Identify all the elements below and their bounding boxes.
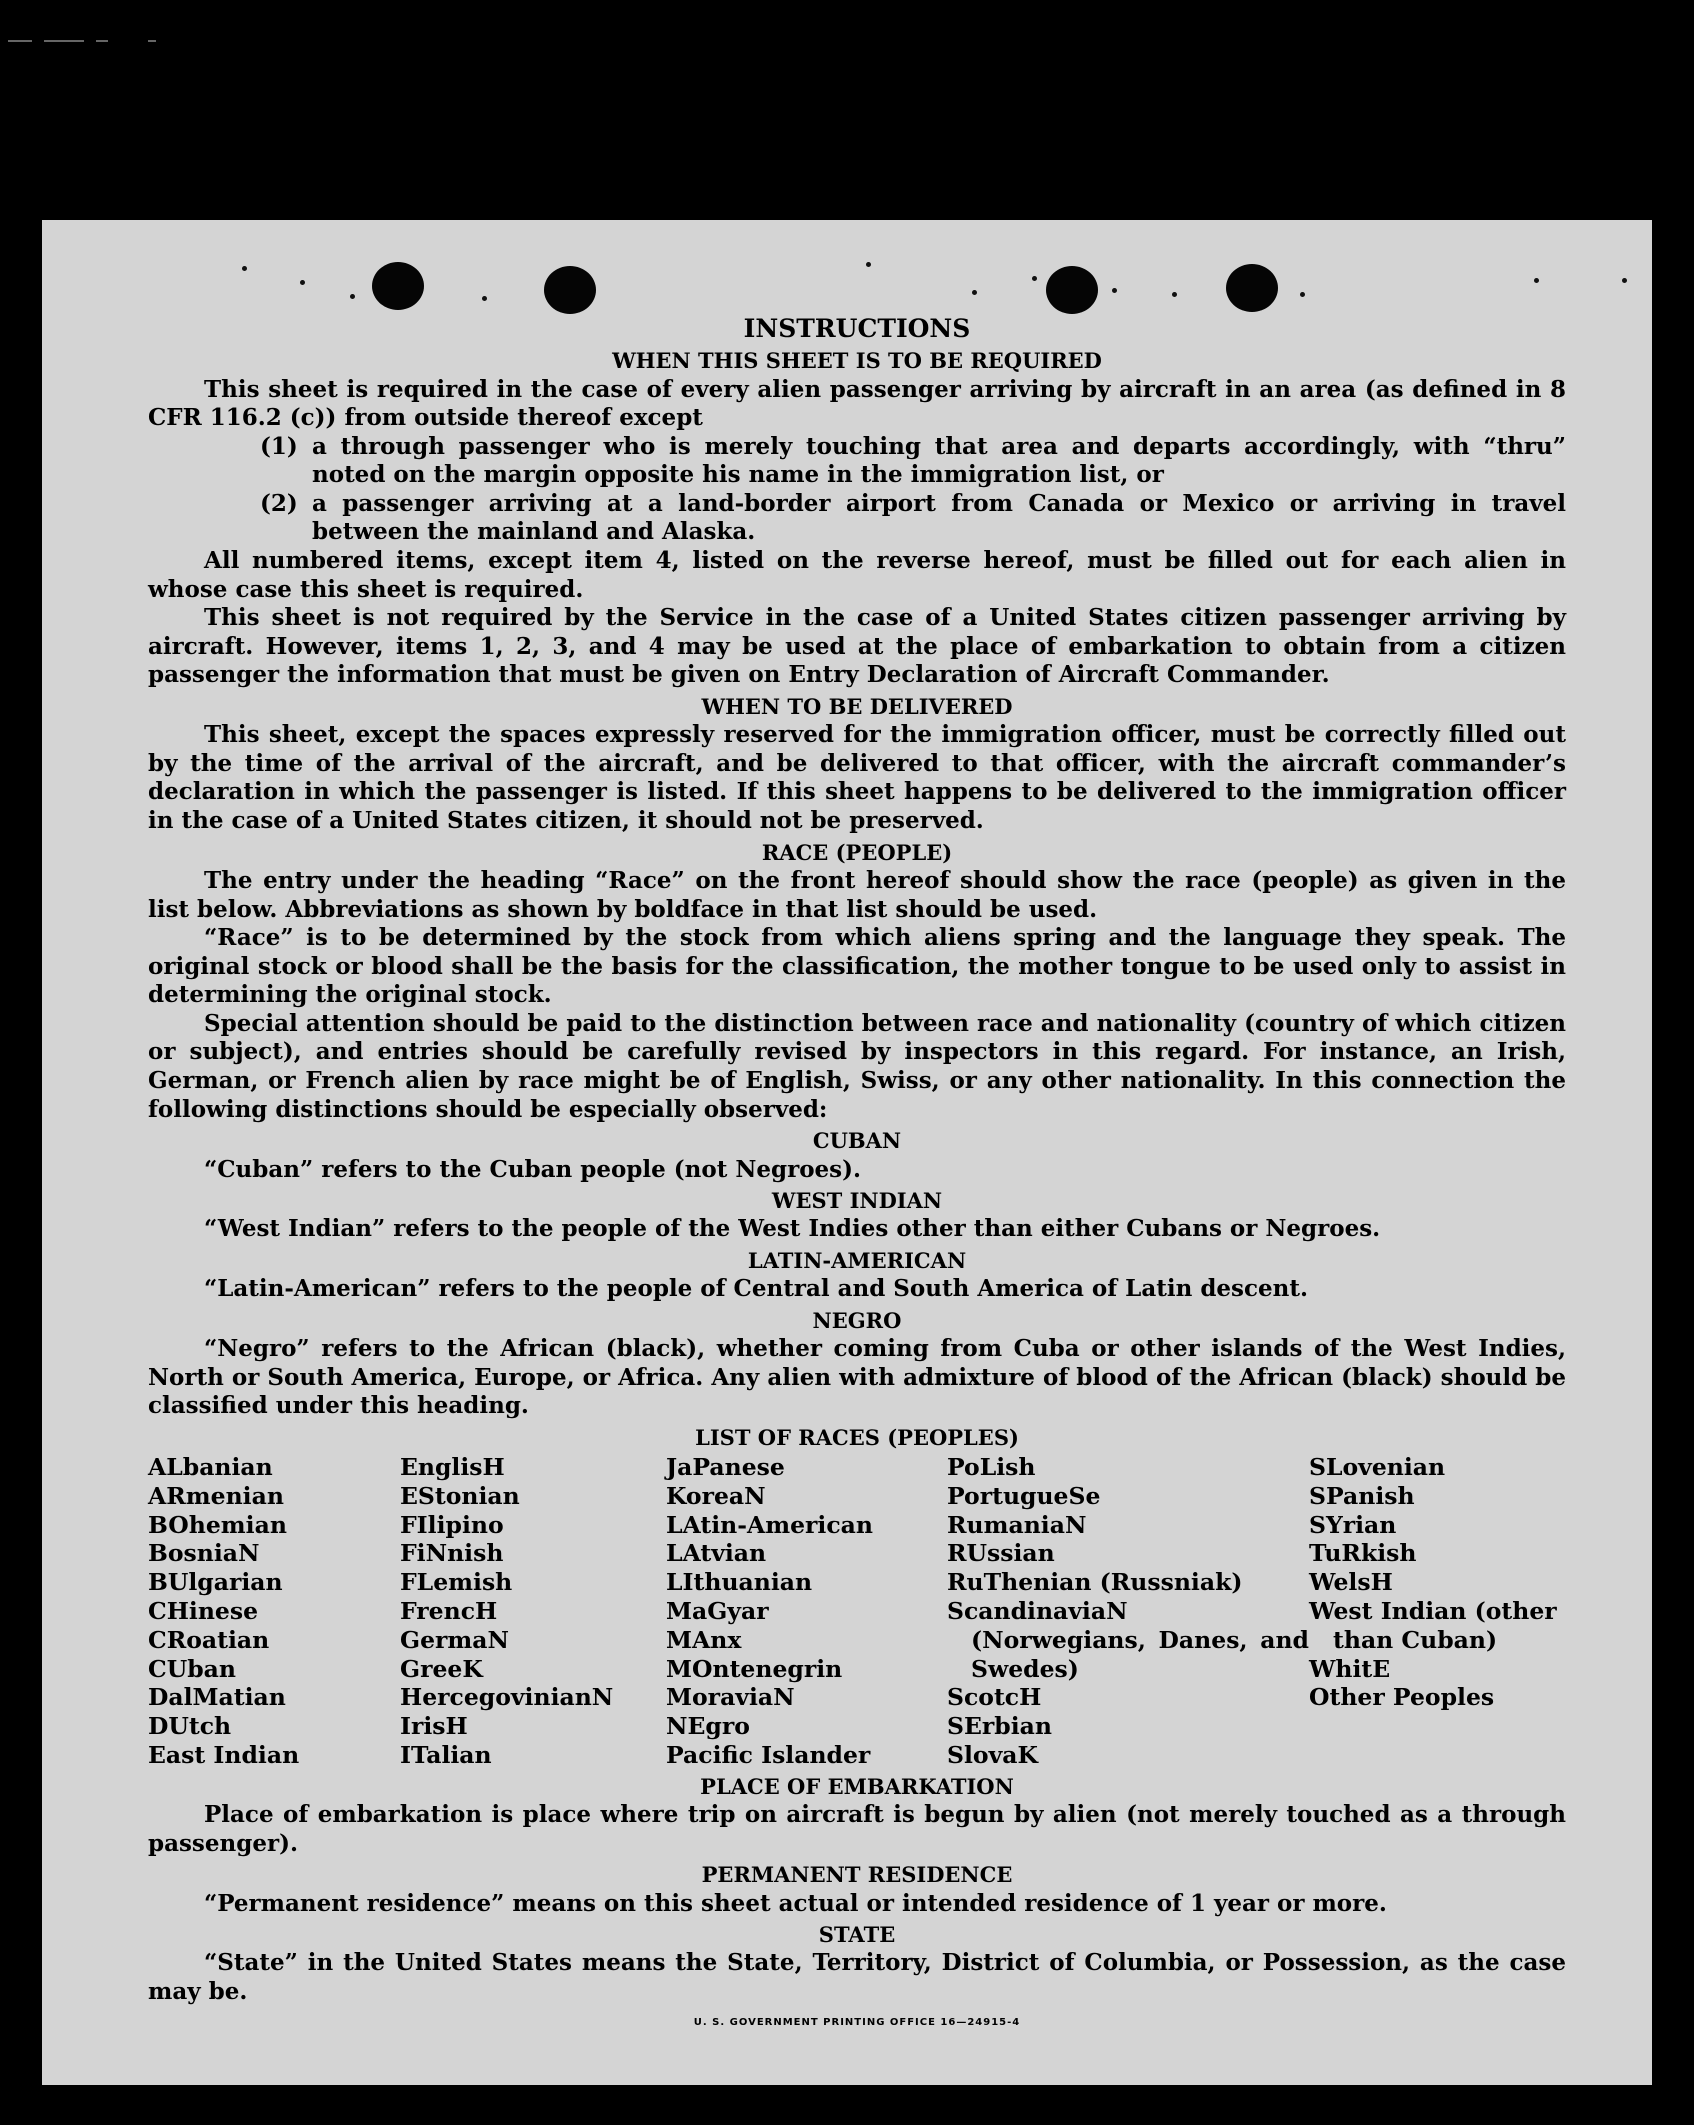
- race-entry: FrencH: [400, 1597, 498, 1626]
- paragraph: “Race” is to be determined by the stock from which aliens spring and the language they speak. The original stock or blood shall be the basis for the classification, the mother tongue to be used only to assist in determining the original stock.: [148, 924, 1566, 1009]
- race-entry: BOhemian: [148, 1510, 287, 1539]
- race-entry: LAtin-American: [666, 1510, 873, 1539]
- race-entry: WhitE: [1309, 1654, 1391, 1683]
- race-entry: ScotcH: [947, 1683, 1042, 1712]
- speck: [242, 266, 247, 271]
- race-entry: ITalian: [400, 1741, 492, 1770]
- race-entry: GreeK: [400, 1654, 483, 1683]
- heading-latin-american: LATIN-AMERICAN: [747, 1247, 967, 1273]
- race-entry: HercegovinianN: [400, 1683, 614, 1712]
- speck: [866, 262, 871, 267]
- paragraph: “Cuban” refers to the Cuban people (not Negroes).: [204, 1155, 862, 1183]
- list-item: [148, 433, 1566, 490]
- race-entry: SLovenian: [1309, 1453, 1446, 1482]
- race-entry: IrisH: [400, 1712, 468, 1741]
- race-entry: FIlipino: [400, 1510, 504, 1539]
- punch-hole: [1046, 266, 1098, 314]
- heading-race: RACE (PEOPLE): [761, 839, 953, 865]
- race-entry: ScandinaviaN (Norwegians, Danes, and Swedes): [947, 1597, 1309, 1683]
- heading-when-required: WHEN THIS SHEET IS TO BE REQUIRED: [612, 348, 1102, 374]
- race-entry: JaPanese: [666, 1453, 785, 1482]
- heading-state: STATE: [818, 1922, 896, 1948]
- race-entry: LIthuanian: [666, 1568, 813, 1597]
- paragraph: “Latin-American” refers to the people of Central and South America of Latin descent.: [204, 1275, 1308, 1303]
- paragraph: This sheet is required in the case of every alien passenger arriving by aircraft in an area (as defined in 8 CFR 116.2 (c)) from outside thereof except: [148, 375, 1566, 432]
- item-number: (2): [260, 489, 298, 517]
- item-text: a passenger arriving at a land-border airport from Canada or Mexico or arriving in travel between the mainland and Alaska.: [312, 489, 1566, 546]
- document-title: INSTRUCTIONS: [743, 314, 971, 343]
- speck: [300, 280, 305, 285]
- race-entry: West Indian (other than Cuban): [1309, 1597, 1557, 1654]
- printer-imprint: U. S. GOVERNMENT PRINTING OFFICE 16—24915-4: [693, 2016, 1021, 2028]
- race-entry: CRoatian: [148, 1625, 270, 1654]
- race-entry: MoraviaN: [666, 1683, 795, 1712]
- speck: [1172, 292, 1177, 297]
- race-entry: CUban: [148, 1654, 236, 1683]
- race-entry: FiNnish: [400, 1539, 504, 1568]
- paragraph: This sheet is not required by the Service in the case of a United States citizen passenger arriving by aircraft. However, items 1, 2, 3, and 4 may be used at the place of embarkation to obtain from a citizen passenger the information that must be given on Entry Declaration of Aircraft Commander.: [148, 604, 1566, 689]
- item-number: (1): [260, 432, 298, 460]
- race-entry: PortugueSe: [947, 1481, 1101, 1510]
- race-entry: ALbanian: [148, 1453, 273, 1482]
- heading-permanent-residence: PERMANENT RESIDENCE: [701, 1862, 1013, 1888]
- race-entry: PoLish: [947, 1453, 1036, 1482]
- race-entry: East Indian: [148, 1741, 300, 1770]
- races-column: [947, 1453, 1309, 1770]
- race-entry: BosniaN: [148, 1539, 260, 1568]
- race-entry: MAnx: [666, 1625, 742, 1654]
- speck: [1622, 278, 1627, 283]
- race-entry: ARmenian: [148, 1481, 284, 1510]
- race-entry: SYrian: [1309, 1510, 1397, 1539]
- paragraph: “Negro” refers to the African (black), whether coming from Cuba or other islands of the West Indies, North or South America, Europe, or Africa. Any alien with admixture of blood of the African (black) should be classified under this heading.: [148, 1335, 1566, 1420]
- race-entry: Other Peoples: [1309, 1683, 1495, 1712]
- speck: [350, 294, 355, 299]
- scan-marks: [0, 40, 200, 50]
- heading-negro: NEGRO: [812, 1307, 902, 1333]
- race-entry: DUtch: [148, 1712, 232, 1741]
- speck: [972, 290, 977, 295]
- race-entry: SErbian: [947, 1712, 1052, 1741]
- paragraph: Place of embarkation is place where trip on aircraft is begun by alien (not merely touched as a through passenger).: [148, 1801, 1566, 1857]
- punch-hole: [1226, 264, 1278, 312]
- race-entry: KoreaN: [666, 1481, 766, 1510]
- race-entry: CHinese: [148, 1597, 259, 1626]
- speck: [482, 296, 487, 301]
- speck: [1112, 288, 1117, 293]
- race-entry: EnglisH: [400, 1453, 505, 1482]
- race-entry: Pacific Islander: [666, 1741, 871, 1770]
- paragraph: This sheet, except the spaces expressly reserved for the immigration officer, must be correctly filled out by the time of the arrival of the aircraft, and be delivered to that officer, with the aircraft commander’s declaration in which the passenger is listed. If this sheet happens to be delivered to the immigration officer in the case of a United States citizen, it should not be preserved.: [148, 721, 1566, 835]
- paragraph: “Permanent residence” means on this sheet actual or intended residence of 1 year or more.: [204, 1889, 1387, 1917]
- heading-list-of-races: LIST OF RACES (PEOPLES): [695, 1424, 1019, 1450]
- race-entry: DalMatian: [148, 1683, 286, 1712]
- speck: [1534, 278, 1539, 283]
- race-entry: GermaN: [400, 1625, 509, 1654]
- speck: [1300, 292, 1305, 297]
- race-entry: SPanish: [1309, 1481, 1415, 1510]
- list-item: [148, 490, 1566, 547]
- race-entry: TuRkish: [1309, 1539, 1417, 1568]
- paragraph: All numbered items, except item 4, listed on the reverse hereof, must be filled out for each alien in whose case this sheet is required.: [148, 547, 1566, 603]
- race-entry: NEgro: [666, 1712, 750, 1741]
- races-list: [148, 1453, 1566, 1770]
- race-entry: SlovaK: [947, 1741, 1038, 1770]
- paragraph: “State” in the United States means the State, Territory, District of Columbia, or Possession, as the case may be.: [148, 1949, 1566, 2005]
- races-column: [1309, 1453, 1566, 1770]
- race-entry: MaGyar: [666, 1597, 769, 1626]
- race-entry: BUlgarian: [148, 1568, 283, 1597]
- paragraph: Special attention should be paid to the distinction between race and nationality (country of which citizen or subject), and entries should be carefully revised by inspectors in this regard. For instance, an Irish, German, or French alien by race might be of English, Swiss, or any other nationality. In this connection the following distinctions should be especially observed:: [148, 1009, 1566, 1123]
- heading-place-of-embarkation: PLACE OF EMBARKATION: [700, 1773, 1014, 1799]
- heading-when-delivered: WHEN TO BE DELIVERED: [701, 694, 1013, 720]
- punch-hole: [544, 266, 596, 314]
- heading-west-indian: WEST INDIAN: [771, 1188, 943, 1214]
- heading-cuban: CUBAN: [812, 1128, 902, 1154]
- races-column: [666, 1453, 947, 1770]
- item-text: a through passenger who is merely touching that area and departs accordingly, with “thru” noted on the margin opposite his name in the immigration list, or: [312, 432, 1566, 489]
- races-column: [400, 1453, 666, 1770]
- races-column: [148, 1453, 400, 1770]
- race-entry: FLemish: [400, 1568, 513, 1597]
- paragraph: The entry under the heading “Race” on the front hereof should show the race (people) as given in the list below. Abbreviations as shown by boldface in that list should be used.: [148, 866, 1566, 923]
- race-entry: RumaniaN: [947, 1510, 1087, 1539]
- paragraph: “West Indian” refers to the people of the West Indies other than either Cubans or Negroes.: [204, 1215, 1381, 1243]
- race-entry: RuThenian (Russniak): [947, 1568, 1243, 1597]
- speck: [1032, 276, 1037, 281]
- race-entry: RUssian: [947, 1539, 1055, 1568]
- race-entry: WelsH: [1309, 1568, 1393, 1597]
- race-entry: EStonian: [400, 1481, 520, 1510]
- instructions-content: [148, 313, 1566, 2028]
- race-entry: MOntenegrin: [666, 1654, 843, 1683]
- race-entry: LAtvian: [666, 1539, 767, 1568]
- punch-hole: [372, 262, 424, 310]
